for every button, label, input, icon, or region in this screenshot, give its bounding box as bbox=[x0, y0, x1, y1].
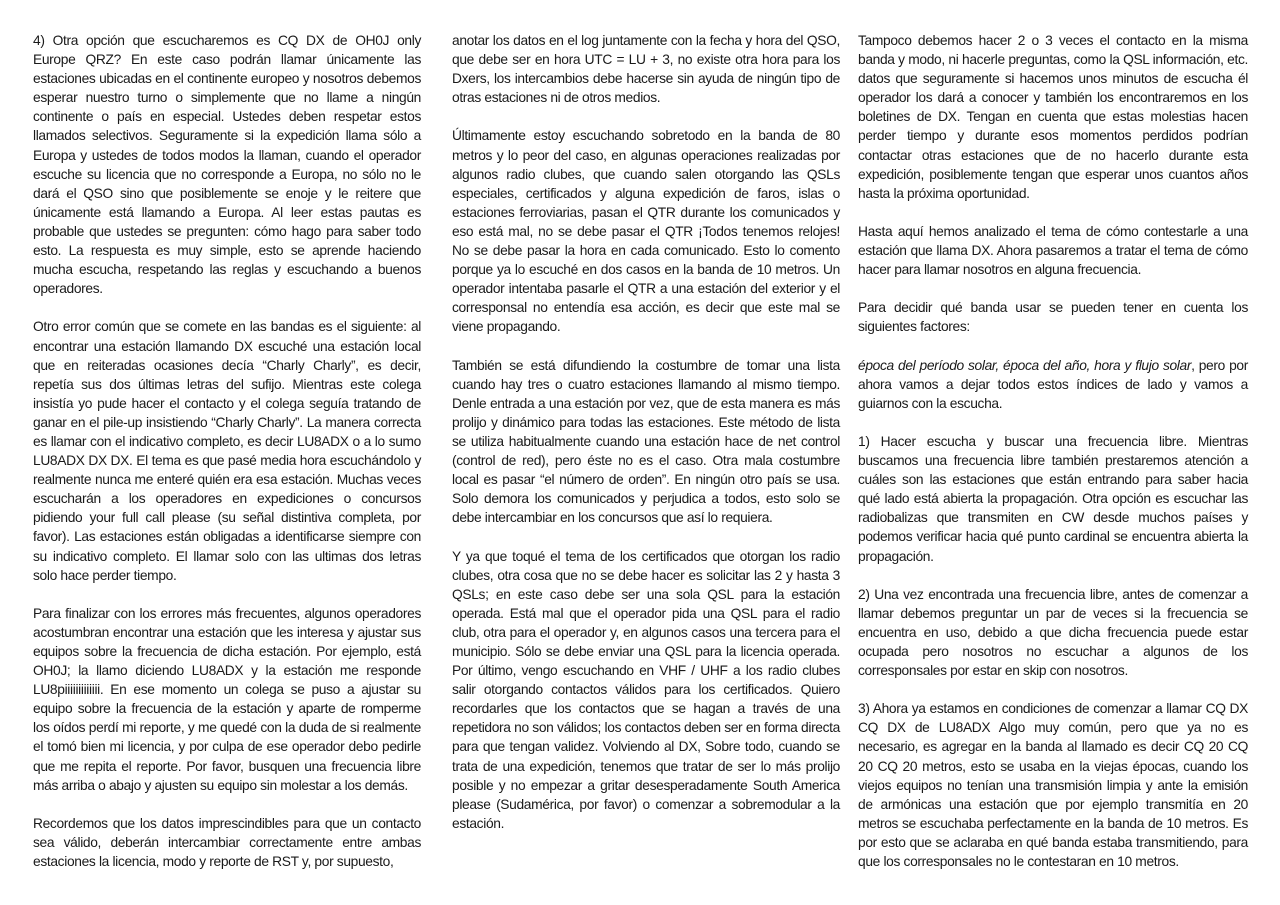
text-column-3 bbox=[858, 31, 1248, 871]
paragraph-col3-3: Para decidir qué banda usar se pueden tener en cuenta los siguientes factores: bbox=[858, 300, 1248, 335]
factors-rest-text: , pero por ahora vamos a dejar todos estos índices de lado y vamos a guiarnos con la escucha. bbox=[858, 357, 1248, 411]
paragraph-col1-3: Para finalizar con los errores más frecuentes, algunos operadores acostumbran encontrar una estación que les interesa y ajustar sus equipos sobre la frecuencia de dicha estación. Por ejemplo, está OH0J; la llamo diciendo LU8ADX y la estación me responde LU8piiiiiiiiiiiii. En ese momento un colega se puso a ajustar su equipo sobre la frecuencia de la estación y aparte de romperme los oídos perdí mi reporte, y me quedé con la duda de si realmente el tomó bien mi licencia, y por culpa de ese operador debo pedirle que me repita el reporte. Por favor, busquen una frecuencia libre más arriba o abajo y ajusten su equipo sin molestar a los demás. bbox=[33, 605, 421, 793]
paragraph-col3-1: Tampoco debemos hacer 2 o 3 veces el contacto en la misma banda y modo, ni hacerle preguntas, como la QSL información, etc. datos que seguramente si hacemos unos minutos de escucha él operador los dará a conocer y también los encontraremos en los boletines de DX. Tengan en cuenta que estas molestias hacen perder tiempo y durante esos momentos perdidos podrían contactar otras estaciones que de no hacerlo durante esta expedición, posiblemente tengan que esperar unos cuantos años hasta la próxima oportunidad. bbox=[858, 33, 1248, 201]
paragraph-col1-4: Recordemos que los datos imprescindibles para que un contacto sea válido, deberán intercambiar correctamente entre ambas estaciones la licencia, modo y reporte de RST y, por supuesto, bbox=[33, 815, 421, 870]
paragraph-col3-2: Hasta aquí hemos analizado el tema de cómo contestarle a una estación que llama DX. Ahora pasaremos a tratar el tema de cómo hacer para llamar nosotros en alguna frecuencia. bbox=[858, 223, 1248, 278]
factors-italic-text: época del período solar, época del año, hora y flujo solar bbox=[858, 357, 1192, 373]
paragraph-col1-2: Otro error común que se comete en las bandas es el siguiente: al encontrar una estación llamando DX escuché una estación local que en reiteradas ocasiones decía “Charly Charly”, es decir, repetía sus dos últimas letras del sufijo. Mientras este colega insistía yo pude hacer el contacto y el colega seguía tratando de ganar en el pile-up insistiendo “Charly Charly”. La manera correcta es llamar con el indicativo completo, es decir LU8ADX o a lo sumo LU8ADX DX DX. El tema es que pasé media hora escuchándolo y realmente nunca me enteré quién era esa estación. Muchas veces escucharán a los operadores en expediciones o concursos pidiendo your full call please (su señal distintiva completa, por favor). Las estaciones están obligadas a identificarse siempre con su indicativo completo. El llamar solo con las ultimas dos letras solo hace perder tiempo. bbox=[33, 319, 421, 583]
paragraph-col2-4: Y ya que toqué el tema de los certificados que otorgan los radio clubes, otra cosa que no se debe hacer es solicitar las 2 y hasta 3 QSLs; en este caso debe ser una sola QSL para la estación operada. Está mal que el operador pida una QSL para el radio club, otra para el operador y, en algunos casos una tercera para el municipio. Sólo se debe enviar una QSL para la licencia operada. Por último, vengo escuchando en VHF / UHF a los radio clubes salir otorgando contactos válidos para los certificados. Quiero recordarles que los contactos que se hagan a través de una repetidora no son válidos; los contactos deben ser en forma directa para que tengan validez. Volviendo al DX, Sobre todo, cuando se trata de una expedición, tenemos que tratar de ser lo más prolijo posible y no empezar a gritar desesperadamente South America please (Sudamérica, por favor) o comenzar a sobremodular a la estación. bbox=[452, 548, 840, 831]
paragraph-col2-1: anotar los datos en el log juntamente con la fecha y hora del QSO, que debe ser en hora UTC = LU + 3, no existe otra hora para los Dxers, los intercambios debe hacerse sin ayuda de ningún tipo de otras estaciones ni de otros medios. bbox=[452, 33, 840, 106]
paragraph-col3-5: 1) Hacer escucha y buscar una frecuencia libre. Mientras buscamos una frecuencia libre también prestaremos atención a cuáles son las estaciones que están entrando para saber hacia qué lado está abierta la propagación. Otra opción es escuchar las radiobalizas que transmiten en CW desde muchos países y podemos verificar hacia qué punto cardinal se encuentra abierta la propagación. bbox=[858, 433, 1248, 564]
text-column-2 bbox=[452, 31, 840, 833]
paragraph-col2-2: Últimamente estoy escuchando sobretodo en la banda de 80 metros y lo peor del caso, en algunas operaciones realizadas por algunos radio clubes, que cuando salen otorgando las QSLs especiales, certificados y alguna expedición de faros, islas o estaciones ferroviarias, pasan el QTR durante los comunicados y eso está mal, no se debe pasar el QTR ¡Todos tenemos relojes! No se debe pasar la hora en cada comunicado. Esto lo comento porque ya lo escuché en dos casos en la banda de 10 metros. Un operador intentaba pasarle el QTR a una estación del exterior y el corresponsal no entendía esa acción, es decir que este mal se viene propagando. bbox=[452, 128, 840, 335]
text-column-1 bbox=[33, 31, 421, 871]
paragraph-col3-factors bbox=[858, 356, 1248, 413]
paragraph-col1-1: 4) Otra opción que escucharemos es CQ DX de OH0J only Europe QRZ? En este caso podrán llamar únicamente las estaciones ubicadas en el continente europeo y nosotros debemos esperar nuestro turno o simplemente que no llame a ningún continente o país en especial. Ustedes deben respetar estos llamados selectivos. Seguramente si la expedición llama sólo a Europa y ustedes de todos modos la llaman, cuando el operador escuche su licencia que no corresponde a Europa, no sólo no le dará el QSO sino que posiblemente se enoje y le reitere que únicamente está llamando a Europa. Al leer estas pautas es probable que ustedes se pregunten: cómo hago para saber todo esto. La respuesta es muy simple, esto se aprende haciendo mucha escucha, respetando las reglas y escuchando a buenos operadores. bbox=[33, 33, 421, 297]
paragraph-col3-6: 2) Una vez encontrada una frecuencia libre, antes de comenzar a llamar debemos preguntar un par de veces si la frecuencia se encuentra en uso, debido a que dicha frecuencia puede estar ocupada pero nosotros no escuchar a algunos de los corresponsales por estar en skip con nosotros. bbox=[858, 586, 1248, 679]
paragraph-col2-3: También se está difundiendo la costumbre de tomar una lista cuando hay tres o cuatro estaciones llamando al mismo tiempo. Denle entrada a una estación por vez, que de esta manera es más prolijo y dinámico para todas las estaciones. Este método de lista se utiliza habitualmente cuando una estación hace de net control (control de red), pero éste no es el caso. Otra mala costumbre local es pasar “el número de orden”. En ningún otro país se usa. Solo demora los comunicados y perjudica a todos, esto solo se debe intercambiar en los concursos que así lo requiera. bbox=[452, 357, 840, 526]
paragraph-col3-7: 3) Ahora ya estamos en condiciones de comenzar a llamar CQ DX CQ DX de LU8ADX Algo muy común, pero que ya no es necesario, es agregar en la banda al llamado es decir CQ 20 CQ 20 CQ 20 metros, esto se usaba en la viejas épocas, cuando los viejos equipos no tenían una transmisión limpia y ante la emisión de armónicas una estación que por ejemplo transmitía en 20 metros se escuchaba perfectamente en la banda de 10 metros. Es por esto que se aclaraba en qué banda estaba transmitiendo, para que los corresponsales no le contestaran en 10 metros. bbox=[858, 701, 1248, 870]
